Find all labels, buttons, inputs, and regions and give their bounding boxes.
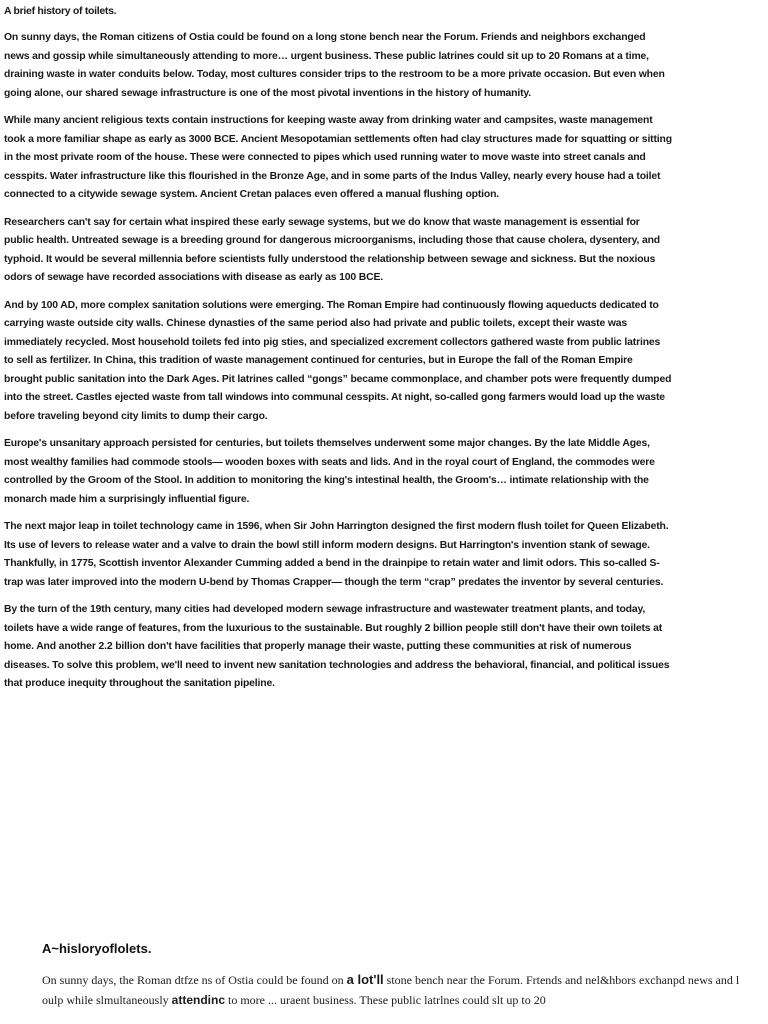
paragraph-100ad: And by 100 AD, more complex sanitation solutions were emerging. The Roman Empire had continuously flowing aqueducts dedicated to carrying waste outside city walls. Chinese dynasties of the same period also had private and public toilets, except their waste was immediately recycled. Most household toilets fed into pig sties, and specialized excrement collectors gathered waste from public latrines to sell as fertilizer. In China, this tradition of waste management continued for centuries, but in Europe the fall of the Roman Empire brought public sanitation into the Dark Ages. Pit latrines called “gongs” became commonplace, and chamber pots were frequently dumped into the street. Castles ejected waste from tall windows into communal cesspits. At night, so-called gong farmers would load up the waste before traveling beyond city limits to dump their cargo. bbox=[4, 299, 672, 422]
ocr-segment: stone bench near the Forum. Frtends and nel&hbors exchanpd news and l oulp while slmultaneously bbox=[42, 973, 740, 1007]
ocr-segment-bold: attendinc bbox=[171, 993, 225, 1007]
ocr-segment: to more ... uraent business. These public latrlnes could slt up to 20 bbox=[225, 993, 546, 1007]
article-title: A brief history of toilets. bbox=[4, 5, 117, 17]
ocr-title: A~hisloryoflolets. bbox=[42, 941, 152, 956]
ocr-output bbox=[42, 940, 742, 1010]
paragraph-19th-century: By the turn of the 19th century, many cities had developed modern sewage infrastructure and wastewater treatment plants, and today, toilets have a wide range of features, from the luxurious to the sustainable. But roughly 2 billion people still don't have their own toilets at home. And another 2.2 billion don't have facilities that properly manage their waste, putting these communities at risk of numerous diseases. To solve this problem, we'll need to invent new sanitation technologies and address the behavioral, financial, and political issues that produce inequity throughout the sanitation pipeline. bbox=[4, 604, 670, 689]
ocr-paragraph bbox=[42, 970, 742, 1010]
paragraph-europe: Europe's unsanitary approach persisted for centuries, but toilets themselves underwent some major changes. By the late Middle Ages, most wealthy families had commode stools— wooden boxes with seats and lids. And in the royal court of England, the commodes were controlled by the Groom of the Stool. In addition to monitoring the king's intestinal health, the Groom's… intimate relationship with the monarch made him a surprisingly influential figure. bbox=[4, 438, 655, 505]
ocr-segment: On sunny days, the Roman dtfze ns of Ostia could be found on bbox=[42, 973, 347, 987]
paragraph-ancient: While many ancient religious texts contain instructions for keeping waste away from drinking water and campsites, waste management took a more familiar shape as early as 3000 BCE. Ancient Mesopotamian settlements often had clay structures made for squatting or sitting in the most private room of the house. These were connected to pipes which used running water to move waste into street canals and cesspits. Water infrastructure like this flourished in the Bronze Age, and in some parts of the Indus Valley, nearly every house had a toilet connected to a citywide sewage system. Ancient Cretan palaces even offered a manual flushing option. bbox=[4, 115, 672, 200]
paragraph-ostia: On sunny days, the Roman citizens of Ostia could be found on a long stone bench near the Forum. Friends and neighbors exchanged news and gossip while simultaneously attending to more… urgent business. These public latrines could sit up to 20 Romans at a time, draining waste in water conduits below. Today, most cultures consider trips to the restroom to be a more private occasion. But even when going alone, our shared sewage infrastructure is one of the most pivotal inventions in the history of humanity. bbox=[4, 32, 665, 99]
paragraph-flush-toilet: The next major leap in toilet technology came in 1596, when Sir John Harrington designed the first modern flush toilet for Queen Elizabeth. Its use of levers to release water and a valve to drain the bowl still inform modern designs. But Harrington's invention stank of sewage. Thankfully, in 1775, Scottish inventor Alexander Cumming added a bend in the drainpipe to retain water and limit odors. This so-called S-trap was later improved into the modern U-bend by Thomas Crapper— though the term “crap” predates the inventor by several centuries. bbox=[4, 521, 669, 588]
paragraph-researchers: Researchers can't say for certain what inspired these early sewage systems, but we do know that waste management is essential for public health. Untreated sewage is a breeding ground for dangerous microorganisms, including those that cause cholera, dysentery, and typhoid. It would be several millennia before scientists fully understood the relationship between sewage and sickness. But the noxious odors of sewage have recorded associations with disease as early as 100 BCE. bbox=[4, 216, 660, 283]
ocr-segment-bold: a lot'll bbox=[346, 972, 384, 987]
